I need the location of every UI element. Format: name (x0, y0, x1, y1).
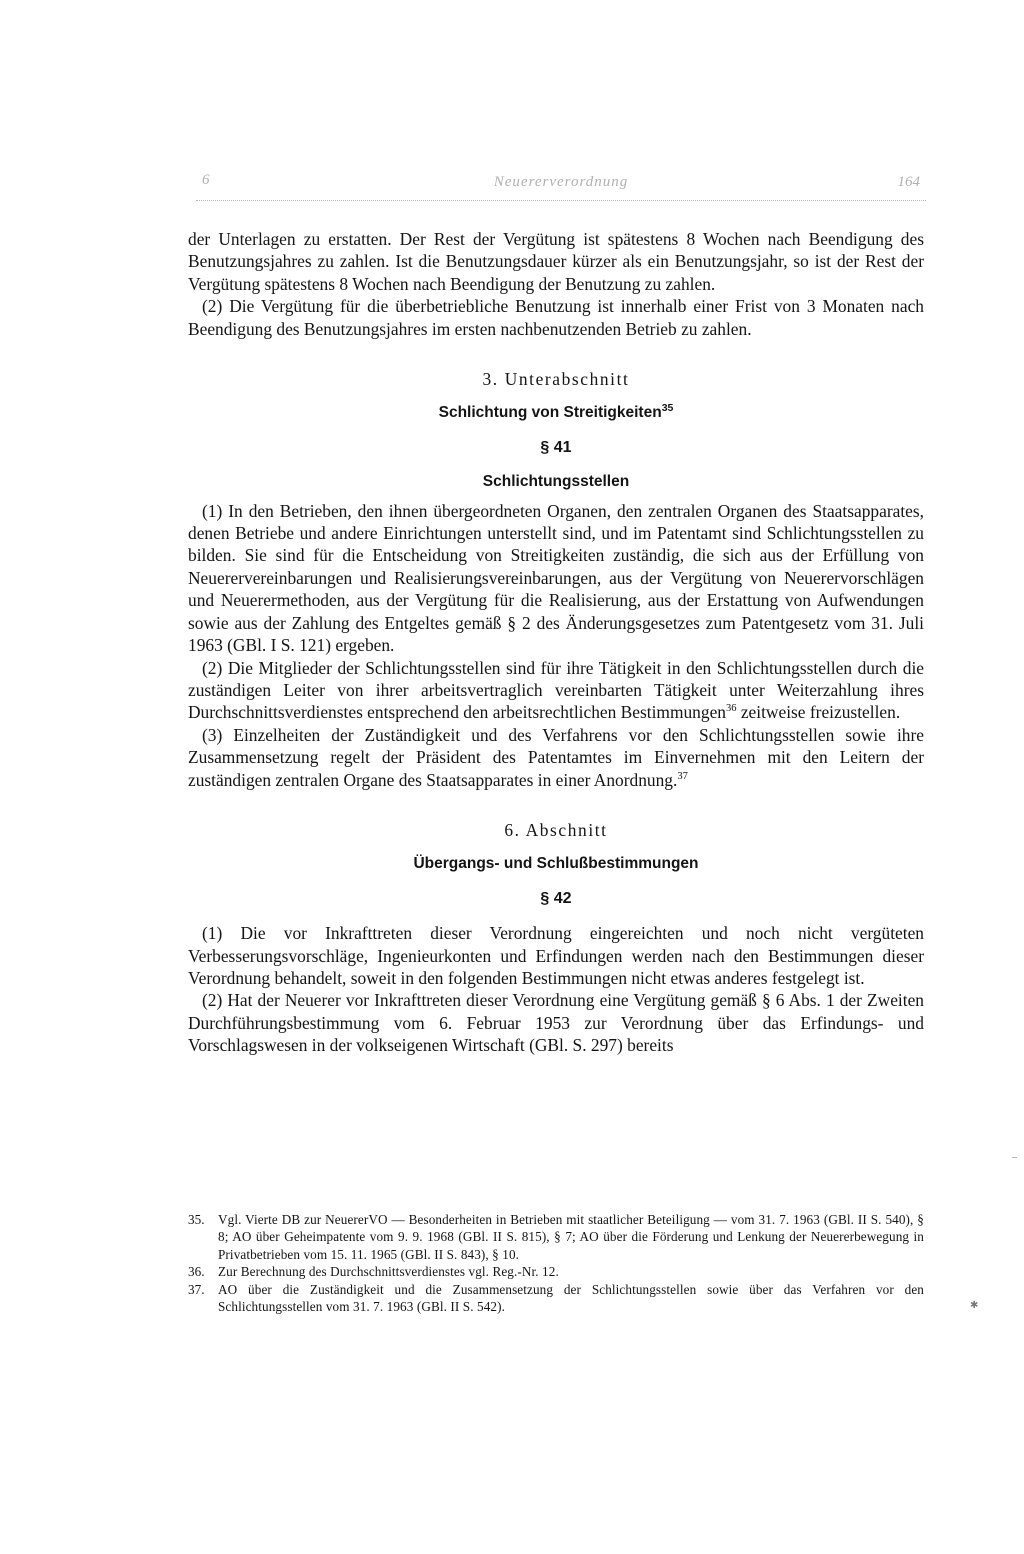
running-header (196, 170, 926, 201)
footnote-ref-35: 35 (661, 402, 674, 415)
footnote-ref-36: 36 (725, 703, 737, 715)
header-page-number: 164 (897, 174, 920, 190)
subsection-title: Schlichtung von Streitigkeiten$^{35}$ (438, 402, 674, 422)
section-41-heading: § 41 (540, 438, 572, 456)
footnote-number: 37. (188, 1281, 205, 1297)
scan-speck: – (1012, 1152, 1017, 1163)
footnote-35 (188, 1211, 924, 1263)
header-title: Neuererverordnung (493, 174, 629, 190)
paragraph-40-2: (2) Die Vergütung für die überbetriebliche Benutzung ist innerhalb einer Frist von 3 Monaten nach Beendigung des Benutzungsjahres im ersten nachbenutzenden Betrieb zu zahlen. (188, 296, 924, 339)
paragraph-41-1: (1) In den Betrieben, den ihnen übergeordneten Organen, den zentralen Organen des Staatsapparates, denen Betriebe und andere Einrichtungen unterstellt sind, und im Patentamt sind Schlichtungsstellen zu bilden. Sie sind für die Entscheidung von Streitigkeiten zuständig, die sich aus der Erfüllung von Neuerervereinbarungen und Realisierungsvereinbarungen, aus der Vergütung von Neuerervorschlägen und Neuerermethoden, aus der Vergütung für die Realisierung, aus der Erstattung von Aufwendungen sowie aus der Zahlung des Entgeltes gemäß § 2 des Änderungsgesetzes zum Patentgesetz vom 31. Juli 1963 (GBl. I S. 121) ergeben. (188, 500, 924, 656)
header-left-number: 6 (202, 172, 210, 188)
paragraph-41-3: (3) Einzelheiten der Zuständigkeit und des Verfahrens vor den Schlichtungsstellen sowie ihre Zusammensetzung regelt der Präsident des Patentamtes im Einvernehmen mit den Leitern der zuständigen zentralen Organe des Staatsapparates in einer Anordnung.$^{37}$ (188, 724, 924, 790)
main-text (188, 228, 924, 1057)
footnote-number: 36. (188, 1264, 205, 1280)
footnote-37 (188, 1281, 924, 1316)
paragraph-42-2: (2) Hat der Neuerer vor Inkrafttreten dieser Verordnung eine Vergütung gemäß § 6 Abs. 1 der Zweiten Durchführungsbestimmung vom 6. Februar 1953 zur Verordnung über das Erfindungs- und Vorschlagswesen in der volkseigenen Wirtschaft (GBl. S. 297) bereits (188, 990, 924, 1056)
subsection-heading: 3. Unterabschnitt (482, 369, 630, 390)
section-heading-6: 6. Abschnitt (504, 819, 608, 840)
paragraph-continuation: der Unterlagen zu erstatten. Der Rest der Vergütung ist spätestens 8 Wochen nach Beendigung des Benutzungsjahres zu zahlen. Ist die Benutzungsdauer kürzer als ein Benutzungsjahr, so ist der Rest der Vergütung spätestens 8 Wochen nach Beendigung der Benutzung zu zahlen. (188, 229, 924, 294)
paragraph-42-1: (1) Die vor Inkrafttreten dieser Verordnung eingereichten und noch nicht vergüteten Verbesserungsvorschläge, Ingenieurkonten und Erfindungen werden nach den Bestimmungen dieser Verordnung behandelt, soweit in den folgenden Bestimmungen nicht etwas anderes festgelegt ist. (188, 923, 924, 988)
paragraph-41-2: (2) Die Mitglieder der Schlichtungsstellen sind für ihre Tätigkeit in den Schlichtungsstellen durch die zuständigen Leiter von ihrer arbeitsvertraglich vereinbarten Tätigkeit unter Weiterzahlung ihres Durchschnittsverdienstes entsprechend den arbeitsrechtlichen Bestimmungen$^{36}$ zeitweise freizustellen. (188, 657, 924, 723)
section-41-title: Schlichtungsstellen (482, 473, 630, 491)
footnote-number: 35. (188, 1212, 205, 1227)
footnote-ref-37: 37 (677, 770, 688, 782)
scan-speck: ✱ (970, 1300, 979, 1311)
footnote-text: AO über die Zuständigkeit und die Zusammensetzung der Schlichtungsstellen sowie über das Verfahren vor den Schlichtungsstellen vom 31. 7. 1963 (GBl. II S. 542). (218, 1281, 924, 1315)
section-6-title: Übergangs- und Schlußbestimmungen (413, 855, 699, 873)
footnotes (188, 1211, 924, 1315)
footnote-36 (188, 1263, 924, 1280)
footnote-text: Zur Berechnung des Durchschnittsverdienstes vgl. Reg.-Nr. 12. (218, 1264, 559, 1280)
section-42-heading: § 42 (540, 889, 572, 907)
footnote-text: Vgl. Vierte DB zur NeuererVO — Besonderheiten in Betrieben mit staatlicher Beteiligung — vom 31. 7. 1963 (GBl. II S. 540), § 8; AO über Geheimpatente vom 9. 9. 1968 (GBl. II S. 815), § 7; AO über die Förderung und Lenkung der Neuererbewegung in Privatbetrieben vom 15. 11. 1965 (GBl. II S. 843), § 10. (218, 1212, 924, 1262)
